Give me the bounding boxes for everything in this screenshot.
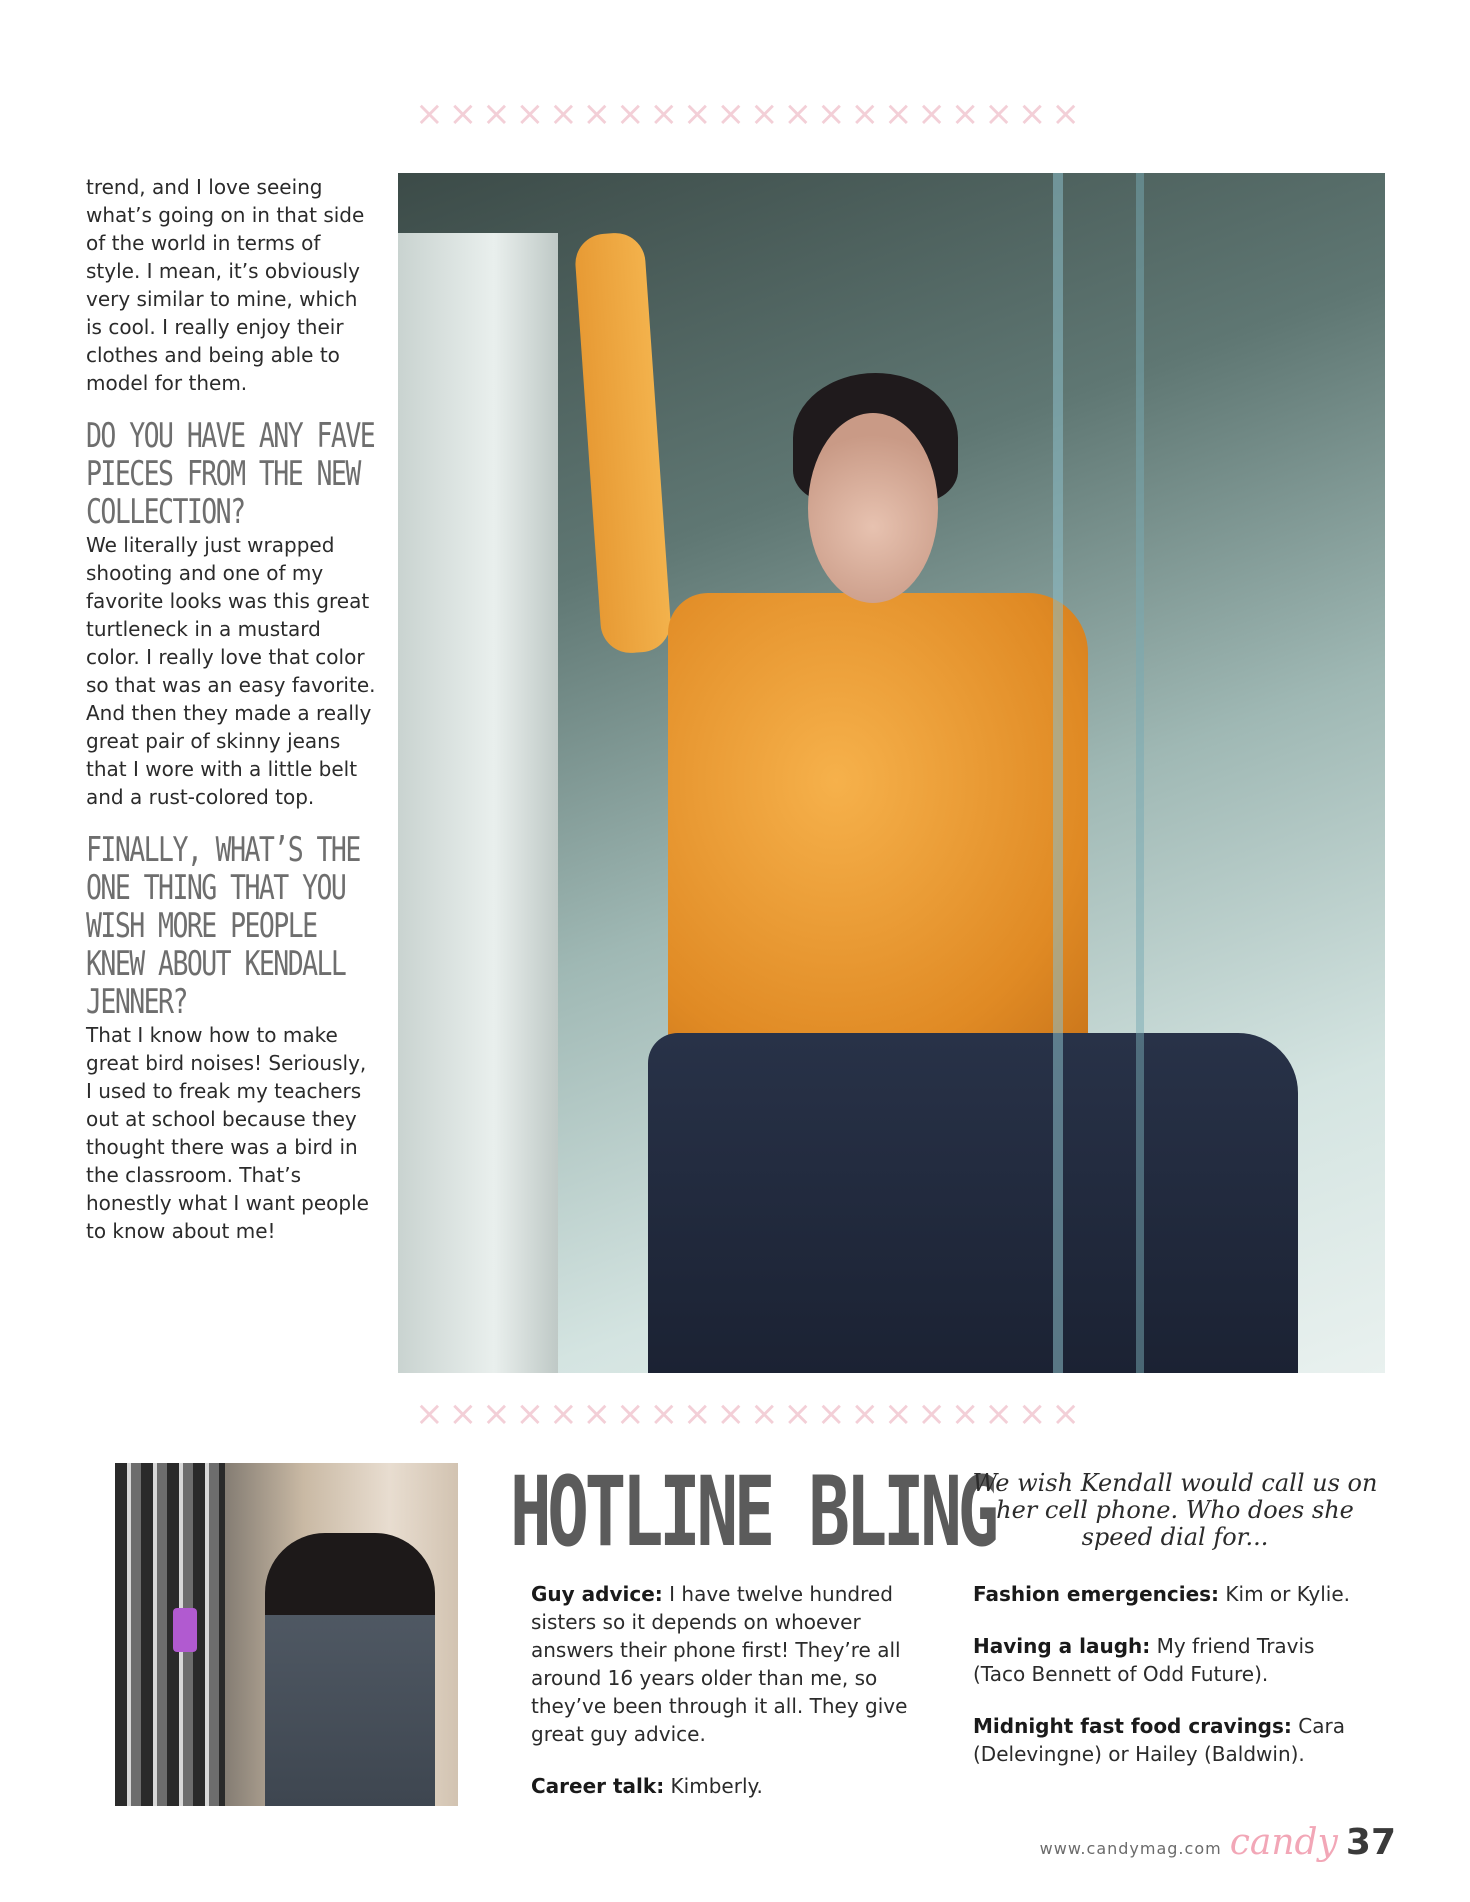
hotline-entry xyxy=(973,1632,1373,1688)
photo-person xyxy=(265,1533,435,1806)
entry-label: Midnight fast food cravings: xyxy=(973,1714,1292,1738)
footer-brand-logo: candy xyxy=(1229,1822,1338,1863)
hotline-bling-title: HOTLINE BLING xyxy=(510,1456,995,1568)
page-number: 37 xyxy=(1345,1822,1396,1863)
hotline-entry xyxy=(973,1712,1373,1768)
photo-clothing-rack xyxy=(115,1463,225,1806)
decorative-cross-row-top: ×××××××××××××××××××× xyxy=(415,95,1085,133)
answer-paragraph: That I know how to make great bird noises! Seriously, I used to freak my teachers out at school because they thought there was a bird in the classroom. That’s honestly what I want people to know about me! xyxy=(86,1023,369,1243)
entry-text: I have twelve hundred sisters so it depends on whoever answers their phone first! They’re all around 16 years older than me, so they’ve been through it all. They give great guy advice. xyxy=(531,1582,908,1746)
entry-text: Kim or Kylie. xyxy=(1219,1582,1351,1606)
page-footer xyxy=(1040,1822,1396,1872)
hotline-right-column xyxy=(973,1580,1373,1792)
entry-text: Kimberly. xyxy=(664,1774,763,1798)
question-heading: DO YOU HAVE ANY FAVE PIECES FROM THE NEW COLLECTION? xyxy=(86,416,375,532)
photo-mustard-sweater xyxy=(668,593,1088,1063)
photo-face xyxy=(808,413,938,603)
photo-raised-arm xyxy=(573,231,672,655)
entry-text: Cara (Delevingne) or Hailey (Baldwin). xyxy=(973,1714,1345,1766)
footer-url: www.candymag.com xyxy=(1039,1839,1222,1858)
entry-label: Career talk: xyxy=(531,1774,665,1798)
entry-label: Guy advice: xyxy=(531,1582,663,1606)
answer-paragraph: We literally just wrapped shooting and one of my favorite looks was this great turtleneck in a mustard color. I really love that color so that was an easy favorite. And then they made a really great pair of skinny jeans that I wore with a little belt and a rust-colored top. xyxy=(86,533,376,809)
hotline-tagline: We wish Kendall would call us on her cell phone. Who does she speed dial for... xyxy=(972,1469,1378,1551)
photo-concrete-wall xyxy=(398,233,558,1373)
left-article-column xyxy=(86,173,376,1245)
entry-text: My friend Travis (Taco Bennett of Odd Future). xyxy=(973,1634,1315,1686)
qa-block-2 xyxy=(86,831,376,1245)
hotline-entry xyxy=(531,1580,921,1748)
photo-glass-edge xyxy=(1053,173,1063,1373)
hotline-left-column xyxy=(531,1580,921,1824)
photo-glass-edge xyxy=(1136,173,1144,1373)
decorative-cross-row-bottom: ×××××××××××××××××××× xyxy=(415,1395,1085,1433)
photo-phone xyxy=(173,1608,197,1652)
closet-selfie-photo xyxy=(115,1463,458,1806)
entry-label: Having a laugh: xyxy=(973,1634,1151,1658)
main-portrait-photo xyxy=(398,173,1385,1373)
photo-jeans xyxy=(648,1033,1298,1373)
entry-label: Fashion emergencies: xyxy=(973,1582,1220,1606)
question-heading: FINALLY, WHAT’S THE ONE THING THAT YOU WISH MORE PEOPLE KNEW ABOUT KENDALL JENNER? xyxy=(86,830,360,1022)
hotline-entry xyxy=(531,1772,921,1800)
qa-block-1 xyxy=(86,417,376,811)
hotline-entry xyxy=(973,1580,1373,1608)
intro-paragraph: trend, and I love seeing what’s going on in that side of the world in terms of style. I mean, it’s obviously very similar to mine, which is cool. I really enjoy their clothes and being able to model for them. xyxy=(86,175,365,395)
